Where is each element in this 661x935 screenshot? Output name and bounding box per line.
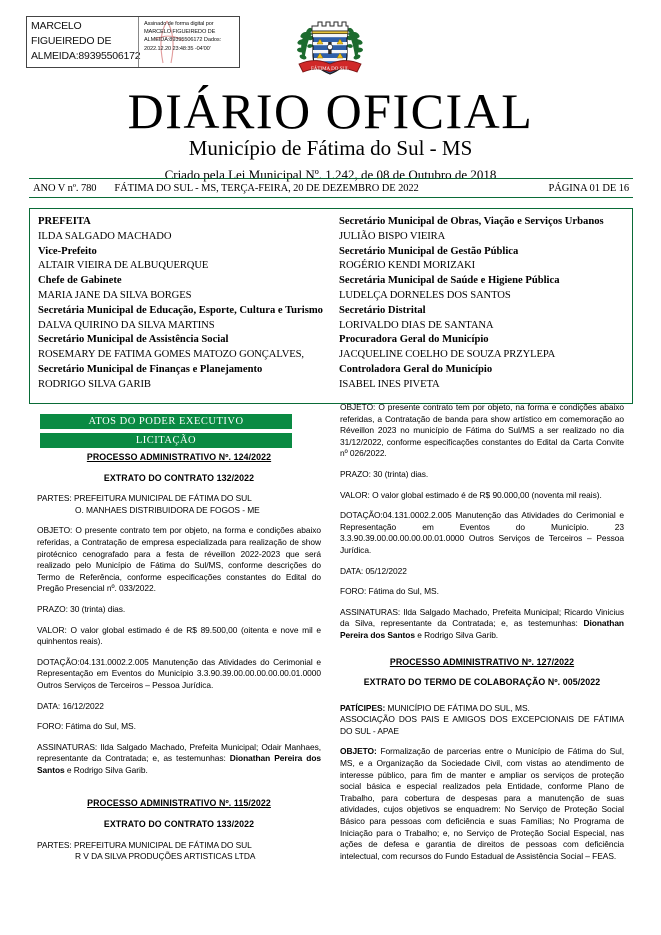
official-name: ISABEL INES PIVETA [339, 378, 440, 390]
objeto-paragraph: OBJETO: O presente contrato tem por objeto, na forma e condições abaixo referidas, a Contratação de banda para show artístico em comemoração ao Réveillon 2023 no município de Fátima do Sul/MS a ser realizado no dia 31/12/2022, conforme especificações constantes do Edital da Carta Convite nº 026/2022. [340, 402, 624, 459]
data-paragraph: DATA: 16/12/2022 [37, 700, 104, 711]
coat-of-arms-icon [295, 12, 365, 86]
paticipes-label: PATÍCIPES: [340, 702, 386, 713]
extrato-132-title: EXTRATO DO CONTRATO 132/2022 [103, 472, 255, 483]
official-name: RODRIGO SILVA GARIB [38, 378, 151, 390]
valor-paragraph: VALOR: O valor global estimado é de R$ 90.000,00 (noventa mil reais). [340, 489, 602, 500]
page-title: DIÁRIO OFICIAL [127, 83, 534, 139]
official-name: LUDELÇA DORNELES DOS SANTOS [339, 289, 511, 301]
partes-line2: O. MANHAES DISTRIBUIDORA DE FOGOS - ME [75, 504, 260, 515]
issue-info-bar [29, 178, 633, 198]
officials-box [29, 208, 633, 404]
official-name: ALTAIR VIEIRA DE ALBUQUERQUE [38, 260, 209, 272]
section-banner-atos: ATOS DO PODER EXECUTIVO [40, 414, 292, 429]
extrato-colaboracao-title: EXTRATO DO TERMO DE COLABORAÇÃO Nº. 005/2022 [363, 677, 601, 688]
official-name: ILDA SALGADO MACHADO [38, 230, 172, 242]
official-role: Secretário Municipal de Finanças e Planejamento [38, 363, 263, 375]
masthead-created-law: Criado pela Lei Municipal Nº. 1.242, de 08 de Outubro de 2018 [164, 167, 497, 182]
assinaturas-witness: Dionathan Pereira dos Santos [340, 618, 624, 640]
foro-paragraph: FORO: Fátima do Sul, MS. [340, 586, 439, 597]
partes-label: PARTES: PREFEITURA MUNICIPAL DE FÁTIMA DO SUL [37, 493, 252, 504]
official-role: Secretária Municipal de Educação, Esporte, Cultura e Turismo [38, 304, 323, 316]
objeto-paragraph: OBJETO: O presente contrato tem por objeto, na forma e condições abaixo referidas, a Contratação de empresa especializada para realização de show pirotécnico cenografado para a festa de réveillon 2022-2023 que será realizado pelo Município de Fátima do Sul/MS, conforme descrições do Termo de Referência, conforme especificações constantes do Edital do Pregão Presencial nº. 033/2022. [37, 525, 321, 594]
official-name: ROSEMARY DE FATIMA GOMES MATOZO GONÇALVES, [38, 349, 304, 361]
paticipes-line2: ASSOCIAÇÃO DOS PAIS E AMIGOS DOS EXCEPCIONAIS DE FÁTIMA DO SUL - APAE [340, 714, 624, 736]
official-role: Secretária Municipal de Saúde e Higiene Pública [339, 275, 560, 287]
content-column-right [340, 402, 624, 871]
official-name: JULIÃO BISPO VIEIRA [339, 230, 446, 242]
page-number: PÁGINA 01 DE 16 [548, 182, 629, 194]
partes2-block [37, 840, 321, 863]
section-banner-licitacao: LICITAÇÃO [40, 433, 292, 448]
extrato-133-title: EXTRATO DO CONTRATO 133/2022 [103, 819, 255, 830]
official-name: LORIVALDO DIAS DE SANTANA [339, 319, 494, 331]
data-paragraph: DATA: 05/12/2022 [340, 565, 407, 576]
official-role: Secretário Municipal de Obras, Viação e Serviços Urbanos [339, 216, 604, 227]
official-role: Secretário Municipal de Assistência Social [38, 334, 229, 346]
dotacao-paragraph: DOTAÇÃO:04.131.0002.2.005 Manutenção das Atividades do Cerimonial e Representação em Eventos do Município. 23 3.3.90.39.00.00.00.00.00.01.0000 Outros Serviços de Terceiros – Pessoa Jurídica. [340, 510, 624, 555]
foro-paragraph: FORO: Fátima do Sul, MS. [37, 721, 136, 732]
digital-signature-box [26, 16, 240, 68]
svg-text:FÁTIMA DO SUL: FÁTIMA DO SUL [310, 67, 350, 72]
masthead [0, 84, 661, 184]
mural-crown [312, 22, 348, 34]
official-role: Secretário Municipal de Gestão Pública [339, 245, 519, 257]
valor-paragraph: VALOR: O valor global estimado é de R$ 89.500,00 (oitenta e nove mil e quinhentos reais). [37, 624, 321, 647]
partes2-line2: R V DA SILVA PRODUÇÕES ARTISTICAS LTDA [75, 851, 256, 862]
officials-column-left [30, 209, 331, 403]
processo-115-title: PROCESSO ADMINISTRATIVO Nº. 115/2022 [87, 798, 271, 809]
assinaturas-pre: ASSINATURAS: Ilda Salgado Machado, Prefeita Municipal; Odair Manhaes, representante da Contratada; e, as testemunhas: [37, 741, 321, 764]
official-name: ROGÉRIO KENDI MORIZAKI [339, 260, 476, 272]
official-role: Vice-Prefeito [38, 245, 97, 257]
official-name: MARIA JANE DA SILVA BORGES [38, 289, 192, 301]
official-role: PREFEITA [38, 216, 91, 227]
assinaturas-post: e Rodrigo Silva Garib. [64, 764, 148, 775]
signature-name: MARCELO FIGUEIREDO DE ALMEIDA:89395506172 [31, 20, 141, 62]
assinaturas-paragraph [340, 607, 624, 642]
paticipes-value: MUNICÍPIO DE FÁTIMA DO SUL, MS. [385, 702, 530, 713]
partes2-label: PARTES: PREFEITURA MUNICIPAL DE FÁTIMA DO SUL [37, 839, 252, 850]
signature-detail-text: Assinado de forma digital por MARCELO FIGUEIREDO DE ALMEIDA:89395506172 Dados: 2022.12.20 23:48:35 -04'00' [144, 21, 222, 52]
issue-number: ANO V nº. 780 [33, 182, 97, 194]
assinaturas-pre: ASSINATURAS: Ilda Salgado Machado, Prefeita Municipal; Ricardo Vinicius da Silva, representante da Contratada; e, as testemunhas: [340, 606, 624, 629]
assinaturas-paragraph [37, 742, 321, 777]
official-role: Procuradora Geral do Município [339, 334, 489, 346]
assinaturas-witness: Dionathan Pereira dos Santos [37, 753, 322, 775]
paticipes-block [340, 703, 624, 715]
objeto2-paragraph [340, 746, 624, 862]
masthead-subtitle: Município de Fátima do Sul - MS [188, 136, 473, 160]
objeto2-value: Formalização de parcerias entre o Município de Fátima do Sul, MS, e a Organização da Sociedade Civil, com vistas ao atendimento de interesse público, para fim de manter e ampliar os serviços de proteção social básica e especial realizados pela Entidade, conforme Plano de Trabalho, para cobertura de despesas para a manutenção de suas atividades, cujos objetivos se enquadrem: No Serviço de Proteção Social Básico para pessoas com deficiência e suas Famílias; No Programa de Iniciação para o Trabalho; e, no Serviço de Proteção Social Especial, nas ações de defesa e garantia de direitos de pessoas com deficiência intelectual, com recursos do Fundo Estadual de Assistência Social – FEAS. [340, 746, 624, 861]
objeto2-label: OBJETO: [340, 746, 377, 757]
processo-127-title: PROCESSO ADMINISTRATIVO Nº. 127/2022 [389, 656, 575, 667]
partes-block [37, 493, 321, 516]
official-name: JACQUELINE COELHO DE SOUZA PRZYLEPA [339, 349, 556, 361]
dotacao-paragraph: DOTAÇÃO:04.131.0002.2.005 Manutenção das Atividades do Cerimonial e Representação em Eventos do Município 3.3.90.39.00.00.00.00.00.01.0000 Outros Serviços de Terceiros – Pessoa Jurídica. [37, 656, 321, 690]
official-role: Controladora Geral do Município [339, 363, 493, 375]
prazo-paragraph: PRAZO: 30 (trinta) dias. [37, 603, 126, 614]
content-column-left [37, 452, 321, 872]
official-role: Chefe de Gabinete [38, 275, 122, 287]
processo-124-title: PROCESSO ADMINISTRATIVO Nº. 124/2022 [86, 452, 272, 462]
prazo-paragraph: PRAZO: 30 (trinta) dias. [340, 468, 429, 479]
assinaturas-post: e Rodrigo Silva Garib. [414, 629, 499, 640]
officials-column-right [331, 209, 632, 403]
signature-detail-wrap [138, 17, 239, 67]
official-name: DALVA QUIRINO DA SILVA MARTINS [38, 319, 215, 331]
issue-date: FÁTIMA DO SUL - MS, TERÇA-FEIRA, 20 DE DEZEMBRO DE 2022 [114, 182, 419, 194]
official-role: Secretário Distrital [339, 304, 426, 316]
